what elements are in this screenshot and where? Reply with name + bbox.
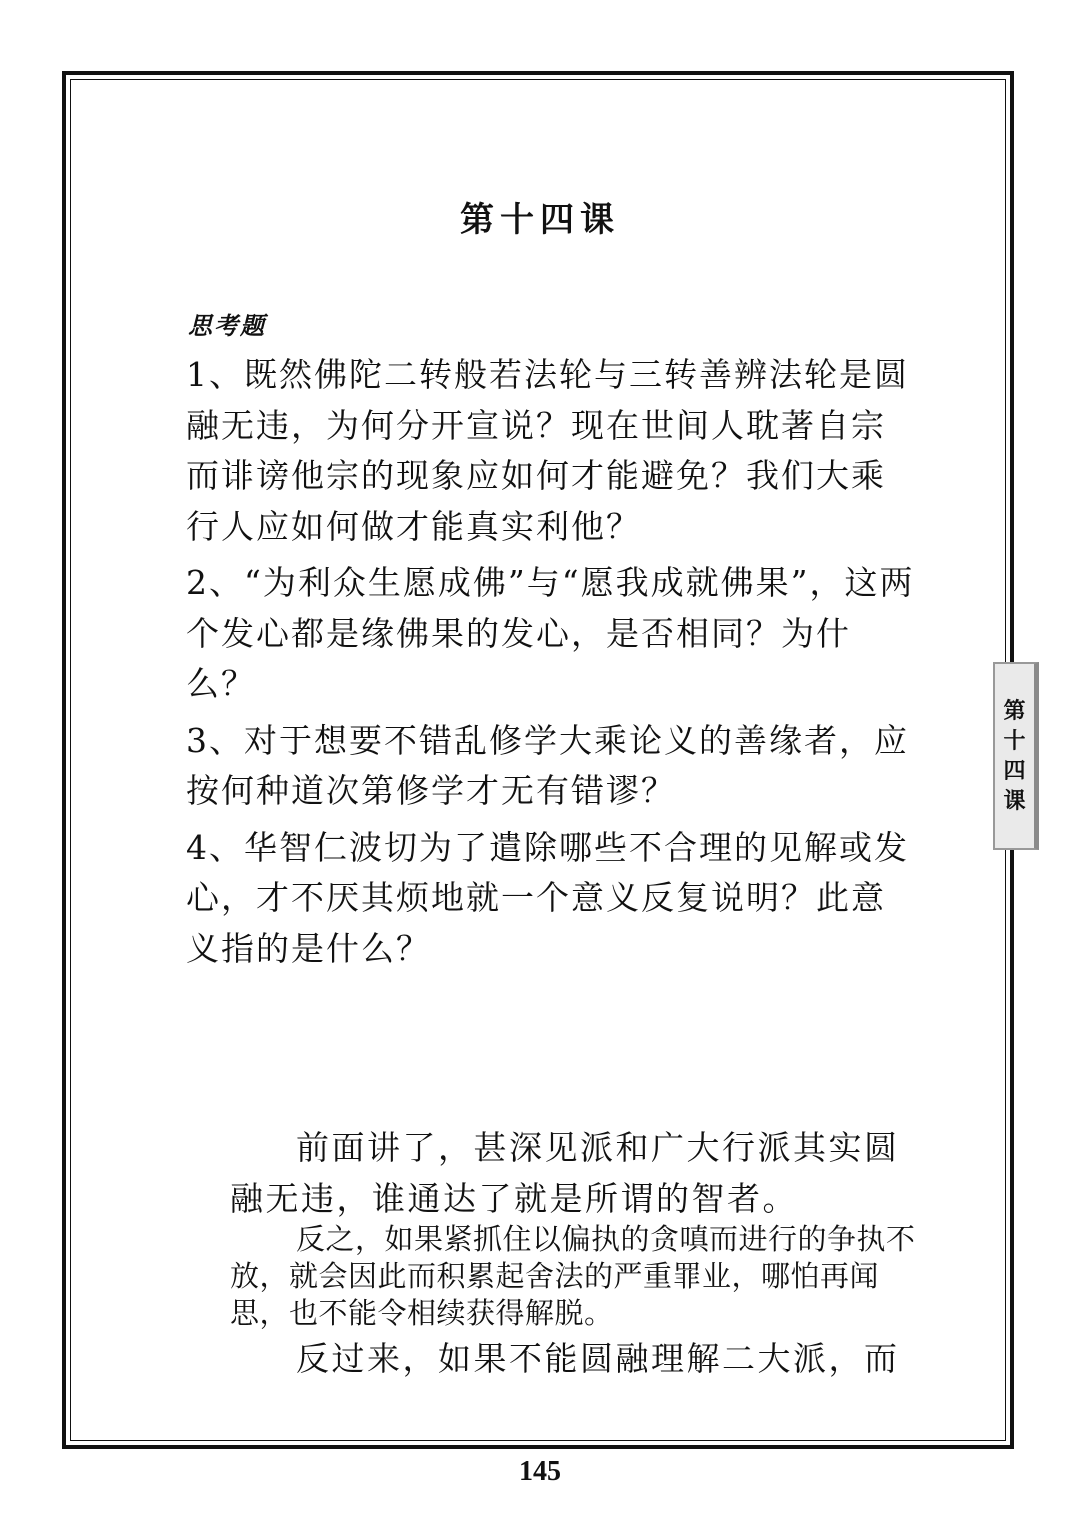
lesson-title: 第十四课 <box>460 200 620 240</box>
question-item: 2、“为利众生愿成佛”与“愿我成就佛果”，这两个发心都是缘佛果的发心，是否相同？为什么？ <box>186 563 915 703</box>
body-paragraph: 前面讲了，甚深见派和广大行派其实圆融无违，谁通达了就是所谓的智者。 <box>230 1128 900 1218</box>
question-item: 3、对于想要不错乱修学大乘论义的善缘者，应按何种道次第修学才无有错谬？ <box>186 720 909 810</box>
chapter-side-tab <box>993 662 1039 850</box>
section-label: 思考题 <box>188 311 266 340</box>
question-list <box>186 350 916 980</box>
side-tab-char: 四 <box>1003 758 1026 784</box>
side-tab-char: 课 <box>1003 788 1026 814</box>
body-paragraph: 反过来，如果不能圆融理解二大派，而 <box>296 1339 900 1378</box>
body-paragraph: 反之，如果紧抓住以偏执的贪嗔而进行的争执不放，就会因此而积累起舍法的严重罪业，哪怕再闻思，也不能令相续获得解脱。 <box>230 1222 916 1330</box>
question-item: 4、华智仁波切为了遣除哪些不合理的见解或发心，才不厌其烦地就一个意义反复说明？此意义指的是什么？ <box>186 827 909 968</box>
side-tab-char: 第 <box>1003 698 1026 724</box>
side-tab-char: 十 <box>1003 728 1026 754</box>
page-number: 145 <box>519 1456 561 1487</box>
question-item: 1、既然佛陀二转般若法轮与三转善辨法轮是圆融无违，为何分开宣说？现在世间人耽著自宗而诽谤他宗的现象应如何才能避免？我们大乘行人应如何做才能真实利他？ <box>186 355 909 546</box>
